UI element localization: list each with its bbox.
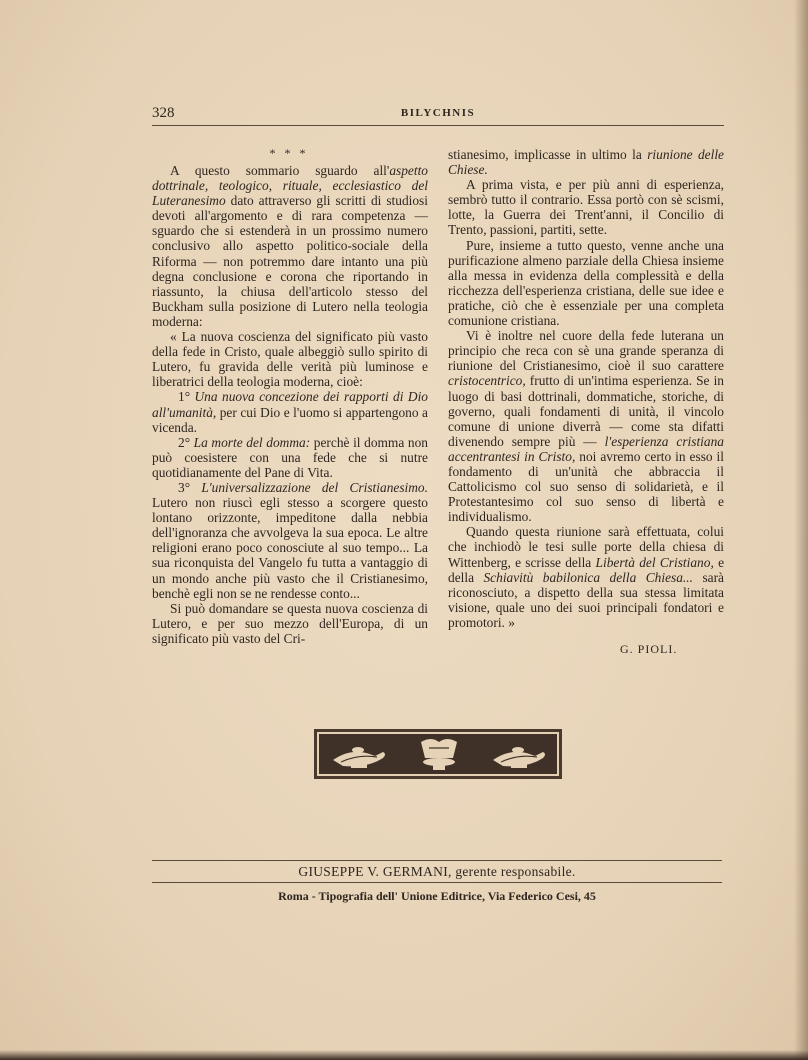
right-paragraph-2: A prima vista, e per più anni di esperienza, sembrò tutto il contrario. Essa portò con sè scismi, lotte, la Guerra dei Trent'anni, il Concilio di Trento, passioni, partiti, sette.: [448, 177, 724, 238]
left-paragraph-6: Si può domandare se questa nuova coscienza di Lutero, e per suo mezzo dell'Europa, di un significato più vasto del Cri-: [152, 600, 428, 646]
footer-rule-top: [152, 860, 722, 861]
footer-rule-bottom: [152, 882, 722, 883]
footer-gerente: GIUSEPPE V. GERMANI, gerente responsabile.: [298, 864, 576, 879]
right-paragraph-5: Quando questa riunione sarà effettuata, colui che inchiodò le tesi sulle porte della chiesa di Wittenberg, e scrisse della Libertà del Cristiano, e della Schiavitù babilonica della Chiesa... sarà riconosciuto, a dispetto della sua stessa limitata visione, quale uno dei suoi principali fondatori e promotori. »: [448, 524, 725, 630]
section-separator: * * *: [269, 146, 309, 160]
footer-printer: Roma - Tipografia dell' Unione Editrice, Via Federico Cesi, 45: [278, 889, 596, 903]
author-signature: G. PIOLI.: [620, 642, 678, 656]
right-paragraph-1: stianesimo, implicasse in ultimo la riunione delle Chiese.: [448, 147, 725, 178]
left-paragraph-2: « La nuova coscienza del significato più vasto della fede in Cristo, quale albeggiò sullo spirito di Lutero, fu gravida delle verità più luminose e liberatrici della teologia moderna, cioè:: [152, 329, 428, 390]
right-paragraph-4: Vi è inoltre nel cuore della fede luterana un principio che reca con sè una grande speranza di riunione del Cristianesimo, cioè il suo carattere cristocentrico, frutto di un'intima esperienza. Se in luogo di basi dottrinali, dommatiche, storiche, di governo, quali fondamenti di unità, il vincolo comune di unione diverrà — come sta difatti divenendo sempre più — l'esperienza cristiana accentrantesi in Cristo, noi avremo certo in esso il fondamento di un'unità che abbraccia il Cattolicismo col suo senso di solidarietà, e il Protestantesimo col suo senso di libertà e individualismo.: [448, 328, 724, 525]
left-point-1: 1° Una nuova concezione dei rapporti di Dio all'umanità, per cui Dio e l'uomo si appartengono a vicenda.: [152, 389, 428, 435]
right-column: [448, 147, 724, 630]
left-point-2: 2° La morte del domma: perchè il domma non può coesistere con una fede che si nutre quotidianamente del Pane di Vita.: [152, 434, 428, 480]
page-number: 328: [152, 105, 175, 121]
page-bottom-edge: [0, 1050, 808, 1060]
running-title: BILYCHNIS: [400, 107, 476, 119]
page-header: [152, 103, 724, 126]
right-paragraph-3: Pure, insieme a tutto questo, venne anche una purificazione almeno parziale della Chiesa insieme alla messa in evidenza della complessità e della ricchezza dell'esperienza cristiana, delle sue idee e pratiche, ciò che è essenziale per una completa comunione cristiana.: [448, 237, 724, 329]
left-point-3: 3° L'universalizzazione del Cristianesimo. Lutero non riuscì egli stesso a scorgere questo lontano orizzonte, impeditone dalla nebbia dell'ignoranza che avvolgeva la sua epoca. Le altre religioni erano poco conosciute al suo tempo... La sua riconquista del Vangelo fu tutta a vantaggio di un mondo anche più vasto che il Cristianesimo, benchè egli non se ne rendesse conto...: [152, 479, 428, 601]
left-paragraph-1: A questo sommario sguardo all'aspetto dottrinale, teologico, rituale, ecclesiastico del Luteranesimo dato attraverso gli scritti di studiosi devoti all'argomento e di rara competenza — sguardo che si estenderà in un prossimo numero conclusivo allo aspetto politico-sociale della Riforma — non potremmo dare intanto una più degna conclusione e corona che riportando in riassunto, la chiusa dell'articolo stesso del Buckham sulla posizione di Lutero nella teologia moderna:: [152, 163, 428, 329]
oil-lamps-ornament-icon: [313, 728, 563, 780]
page-edge-shadow: [794, 0, 808, 1060]
left-column: [152, 163, 428, 646]
